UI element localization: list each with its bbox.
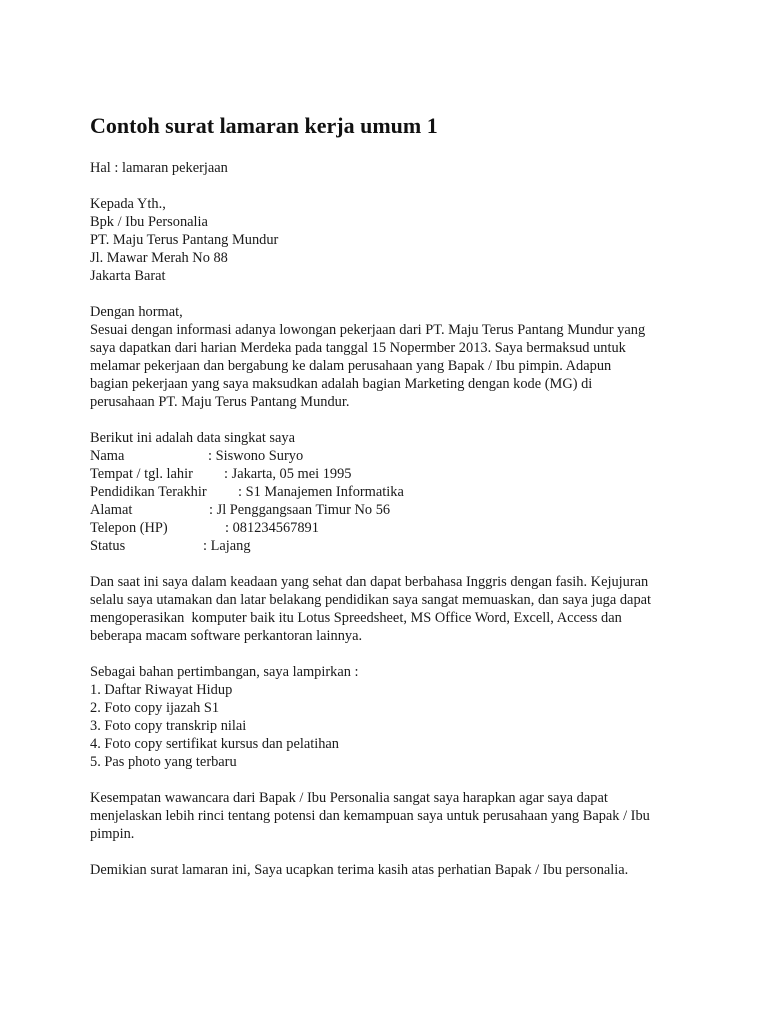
data-row-nama: [90, 447, 690, 465]
skills-line: mengoperasikan komputer baik itu Lotus Spreedsheet, MS Office Word, Excell, Access dan: [90, 610, 622, 626]
letter-page: [90, 113, 690, 879]
intro-line: perusahaan PT. Maju Terus Pantang Mundur.: [90, 394, 350, 410]
interview-paragraph: [90, 789, 690, 843]
data-value: : 081234567891: [225, 520, 319, 536]
closing-line: Demikian surat lamaran ini, Saya ucapkan terima kasih atas perhatian Bapak / Ibu personalia.: [90, 862, 629, 878]
data-row-alamat: [90, 501, 690, 519]
list-item: 4. Foto copy sertifikat kursus dan pelatihan: [90, 736, 339, 752]
greeting: Dengan hormat,: [90, 304, 183, 320]
subject-line: Hal : lamaran pekerjaan: [90, 160, 228, 176]
data-label: Tempat / tgl. lahir: [90, 466, 193, 482]
recipient-line: Jl. Mawar Merah No 88: [90, 250, 228, 266]
data-value: : Lajang: [203, 538, 251, 554]
data-row-status: [90, 537, 690, 555]
intro-line: Sesuai dengan informasi adanya lowongan pekerjaan dari PT. Maju Terus Pantang Mundur yang: [90, 322, 646, 338]
data-value: : Jl Penggangsaan Timur No 56: [209, 502, 391, 518]
data-label: Alamat: [90, 502, 133, 518]
list-item: 5. Pas photo yang terbaru: [90, 754, 237, 770]
recipient-line: PT. Maju Terus Pantang Mundur: [90, 232, 279, 248]
interview-line: menjelaskan lebih rinci tentang potensi dan kemampuan saya untuk perusahaan yang Bapak / Ibu: [90, 808, 650, 824]
skills-line: beberapa macam software perkantoran lainnya.: [90, 628, 363, 644]
attachments-list: [90, 681, 690, 771]
list-item: 1. Daftar Riwayat Hidup: [90, 682, 233, 698]
intro-line: saya dapatkan dari harian Merdeka pada tanggal 15 Nopermber 2013. Saya bermaksud untuk: [90, 340, 626, 356]
data-heading: Berikut ini adalah data singkat saya: [90, 430, 296, 446]
data-label: Status: [90, 538, 126, 554]
skills-line: Dan saat ini saya dalam keadaan yang sehat dan dapat berbahasa Inggris dengan fasih. Kejujuran: [90, 574, 649, 590]
data-value: : Siswono Suryo: [208, 448, 304, 464]
list-item: 3. Foto copy transkrip nilai: [90, 718, 247, 734]
data-label: Nama: [90, 448, 125, 464]
personal-data-list: [90, 447, 690, 555]
document-title: Contoh surat lamaran kerja umum 1: [90, 113, 438, 138]
list-item: 2. Foto copy ijazah S1: [90, 700, 220, 716]
recipient-line: Kepada Yth.,: [90, 196, 166, 212]
data-row-pendidikan: [90, 483, 690, 501]
data-row-tempat-lahir: [90, 465, 690, 483]
intro-line: bagian pekerjaan yang saya maksudkan adalah bagian Marketing dengan kode (MG) di: [90, 376, 593, 392]
skills-paragraph: [90, 573, 690, 645]
recipient-line: Bpk / Ibu Personalia: [90, 214, 208, 230]
skills-line: selalu saya utamakan dan latar belakang pendidikan saya sangat memuaskan, dan saya juga dapat: [90, 592, 652, 608]
intro-line: melamar pekerjaan dan bergabung ke dalam perusahaan yang Bapak / Ibu pimpin. Adapun: [90, 358, 612, 374]
data-value: : Jakarta, 05 mei 1995: [224, 466, 352, 482]
data-value: : S1 Manajemen Informatika: [238, 484, 404, 500]
interview-line: pimpin.: [90, 826, 135, 842]
recipient-line: Jakarta Barat: [90, 268, 166, 284]
data-label: Telepon (HP): [90, 520, 168, 536]
data-row-telepon: [90, 519, 690, 537]
interview-line: Kesempatan wawancara dari Bapak / Ibu Personalia sangat saya harapkan agar saya dapat: [90, 790, 608, 806]
recipient-block: [90, 195, 690, 285]
attachments-heading: Sebagai bahan pertimbangan, saya lampirkan :: [90, 664, 359, 680]
data-label: Pendidikan Terakhir: [90, 484, 207, 500]
intro-paragraph: [90, 321, 690, 411]
